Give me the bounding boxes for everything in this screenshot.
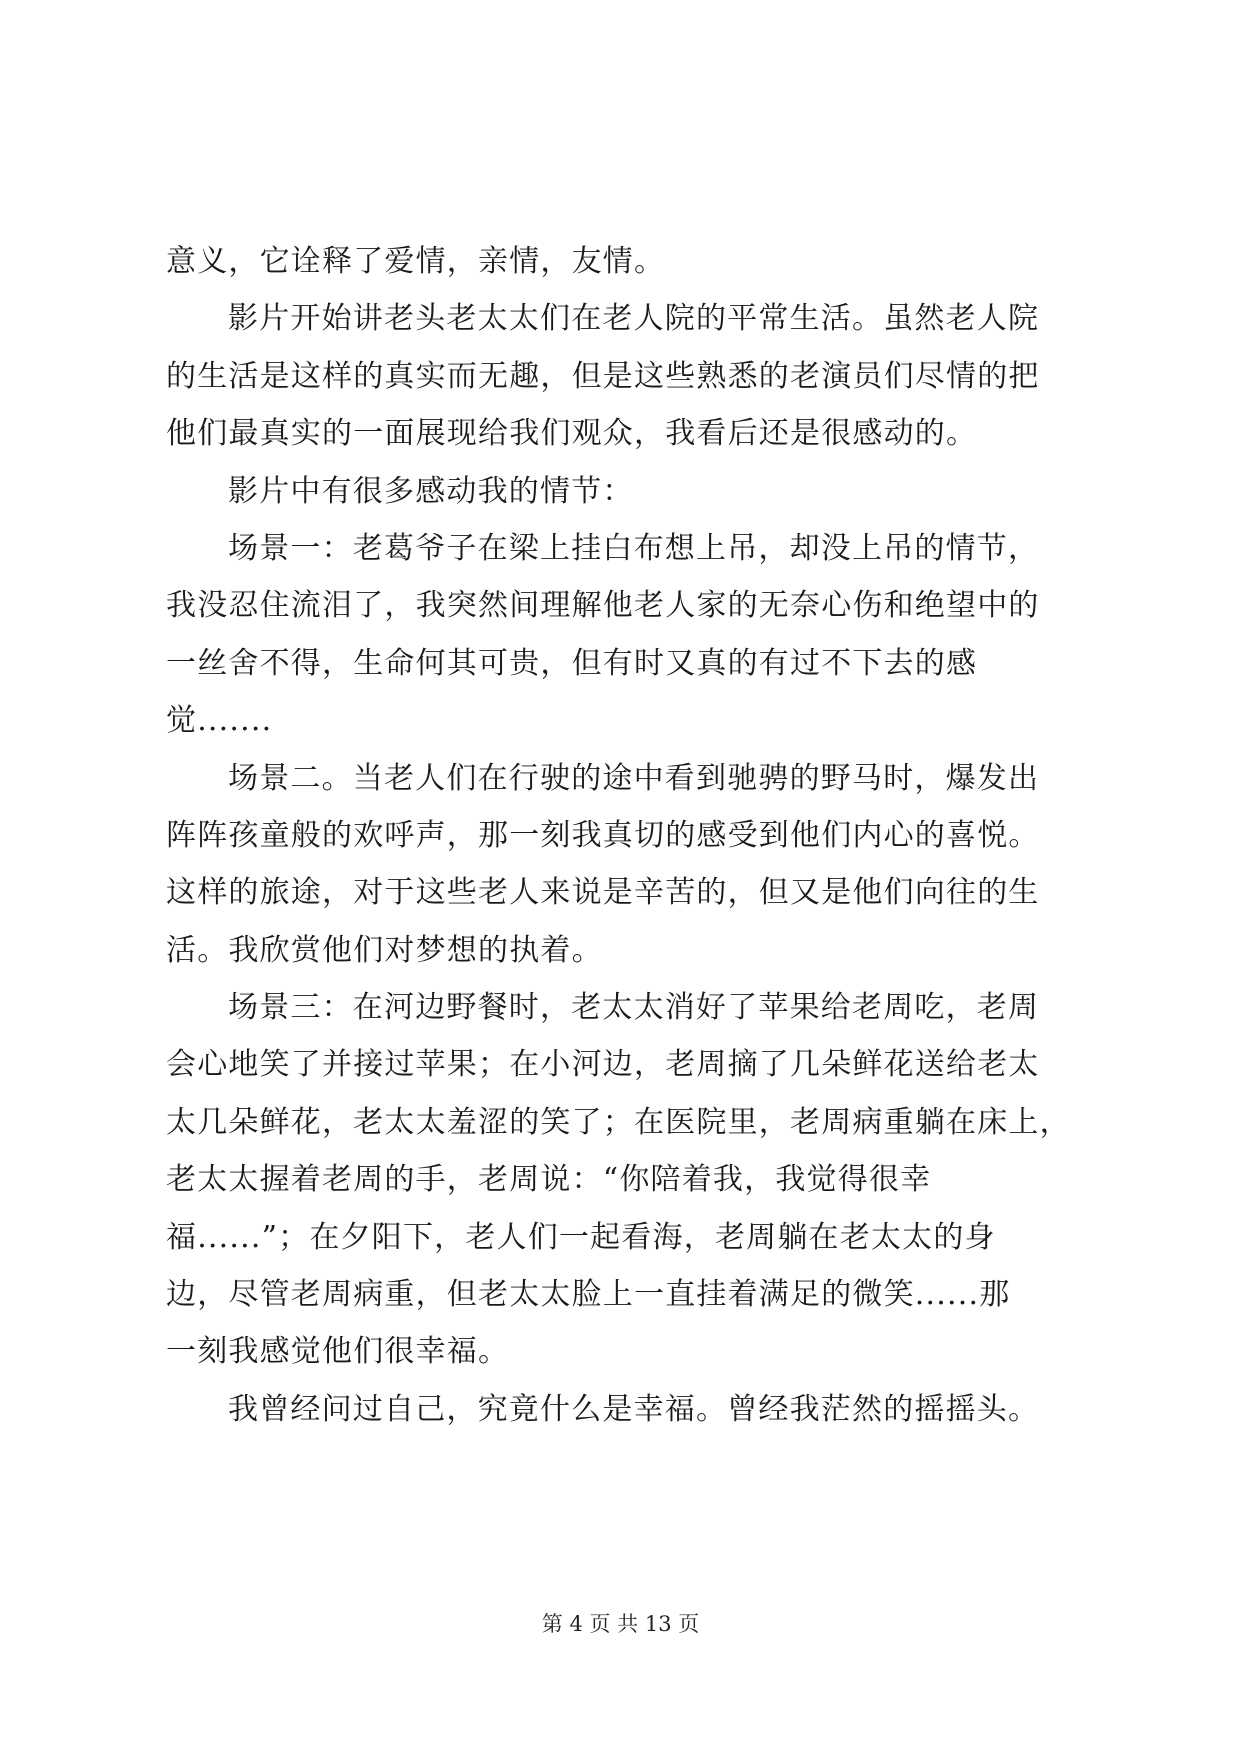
text-line: 老太太握着老周的手，老周说：“你陪着我，我觉得很幸 [166,1162,932,1198]
text-line: 场景二。当老人们在行驶的途中看到驰骋的野马时，爆发出 [228,760,1040,796]
text-line: 阵阵孩童般的欢呼声，那一刻我真切的感受到他们内心的喜悦。 [166,817,1040,853]
text-line: 会心地笑了并接过苹果；在小河边，老周摘了几朵鲜花送给老太 [166,1047,1040,1083]
text-line: 我没忍住流泪了，我突然间理解他老人家的无奈心伤和绝望中的 [166,588,1040,624]
text-line: 福......”；在夕阳下，老人们一起看海，老周躺在老太太的身 [166,1219,996,1255]
text-line: 场景一：老葛爷子在梁上挂白布想上吊，却没上吊的情节， [228,530,1040,566]
page-footer: 第 4 页 共 13 页 [541,1612,700,1636]
text-line: 我曾经问过自己，究竟什么是幸福。曾经我茫然的摇摇头。 [228,1391,1040,1427]
text-line: 影片开始讲老头老太太们在老人院的平常生活。虽然老人院 [228,301,1040,337]
text-line: 场景三：在河边野餐时，老太太消好了苹果给老周吃，老周 [228,990,1040,1026]
text-line: 一刻我感觉他们很幸福。 [166,1334,510,1370]
text-line: 这样的旅途，对于这些老人来说是辛苦的，但又是他们向往的生 [166,875,1040,911]
text-line: 他们最真实的一面展现给我们观众，我看后还是很感动的。 [166,416,978,452]
text-line: 边，尽管老周病重，但老太太脸上一直挂着满足的微笑......那 [166,1277,1011,1313]
text-line: 太几朵鲜花，老太太羞涩的笑了；在医院里，老周病重躺在床上， [166,1104,1071,1140]
body-text [166,233,1086,1438]
text-line: 觉....... [166,703,273,739]
text-line: 意义，它诠释了爱情，亲情，友情。 [166,244,666,279]
text-line: 影片中有很多感动我的情节： [228,473,634,509]
text-line: 一丝舍不得，生命何其可贵，但有时又真的有过不下去的感 [166,645,978,681]
text-line: 活。我欣赏他们对梦想的执着。 [166,932,603,968]
text-line: 的生活是这样的真实而无趣，但是这些熟悉的老演员们尽情的把 [166,358,1040,394]
